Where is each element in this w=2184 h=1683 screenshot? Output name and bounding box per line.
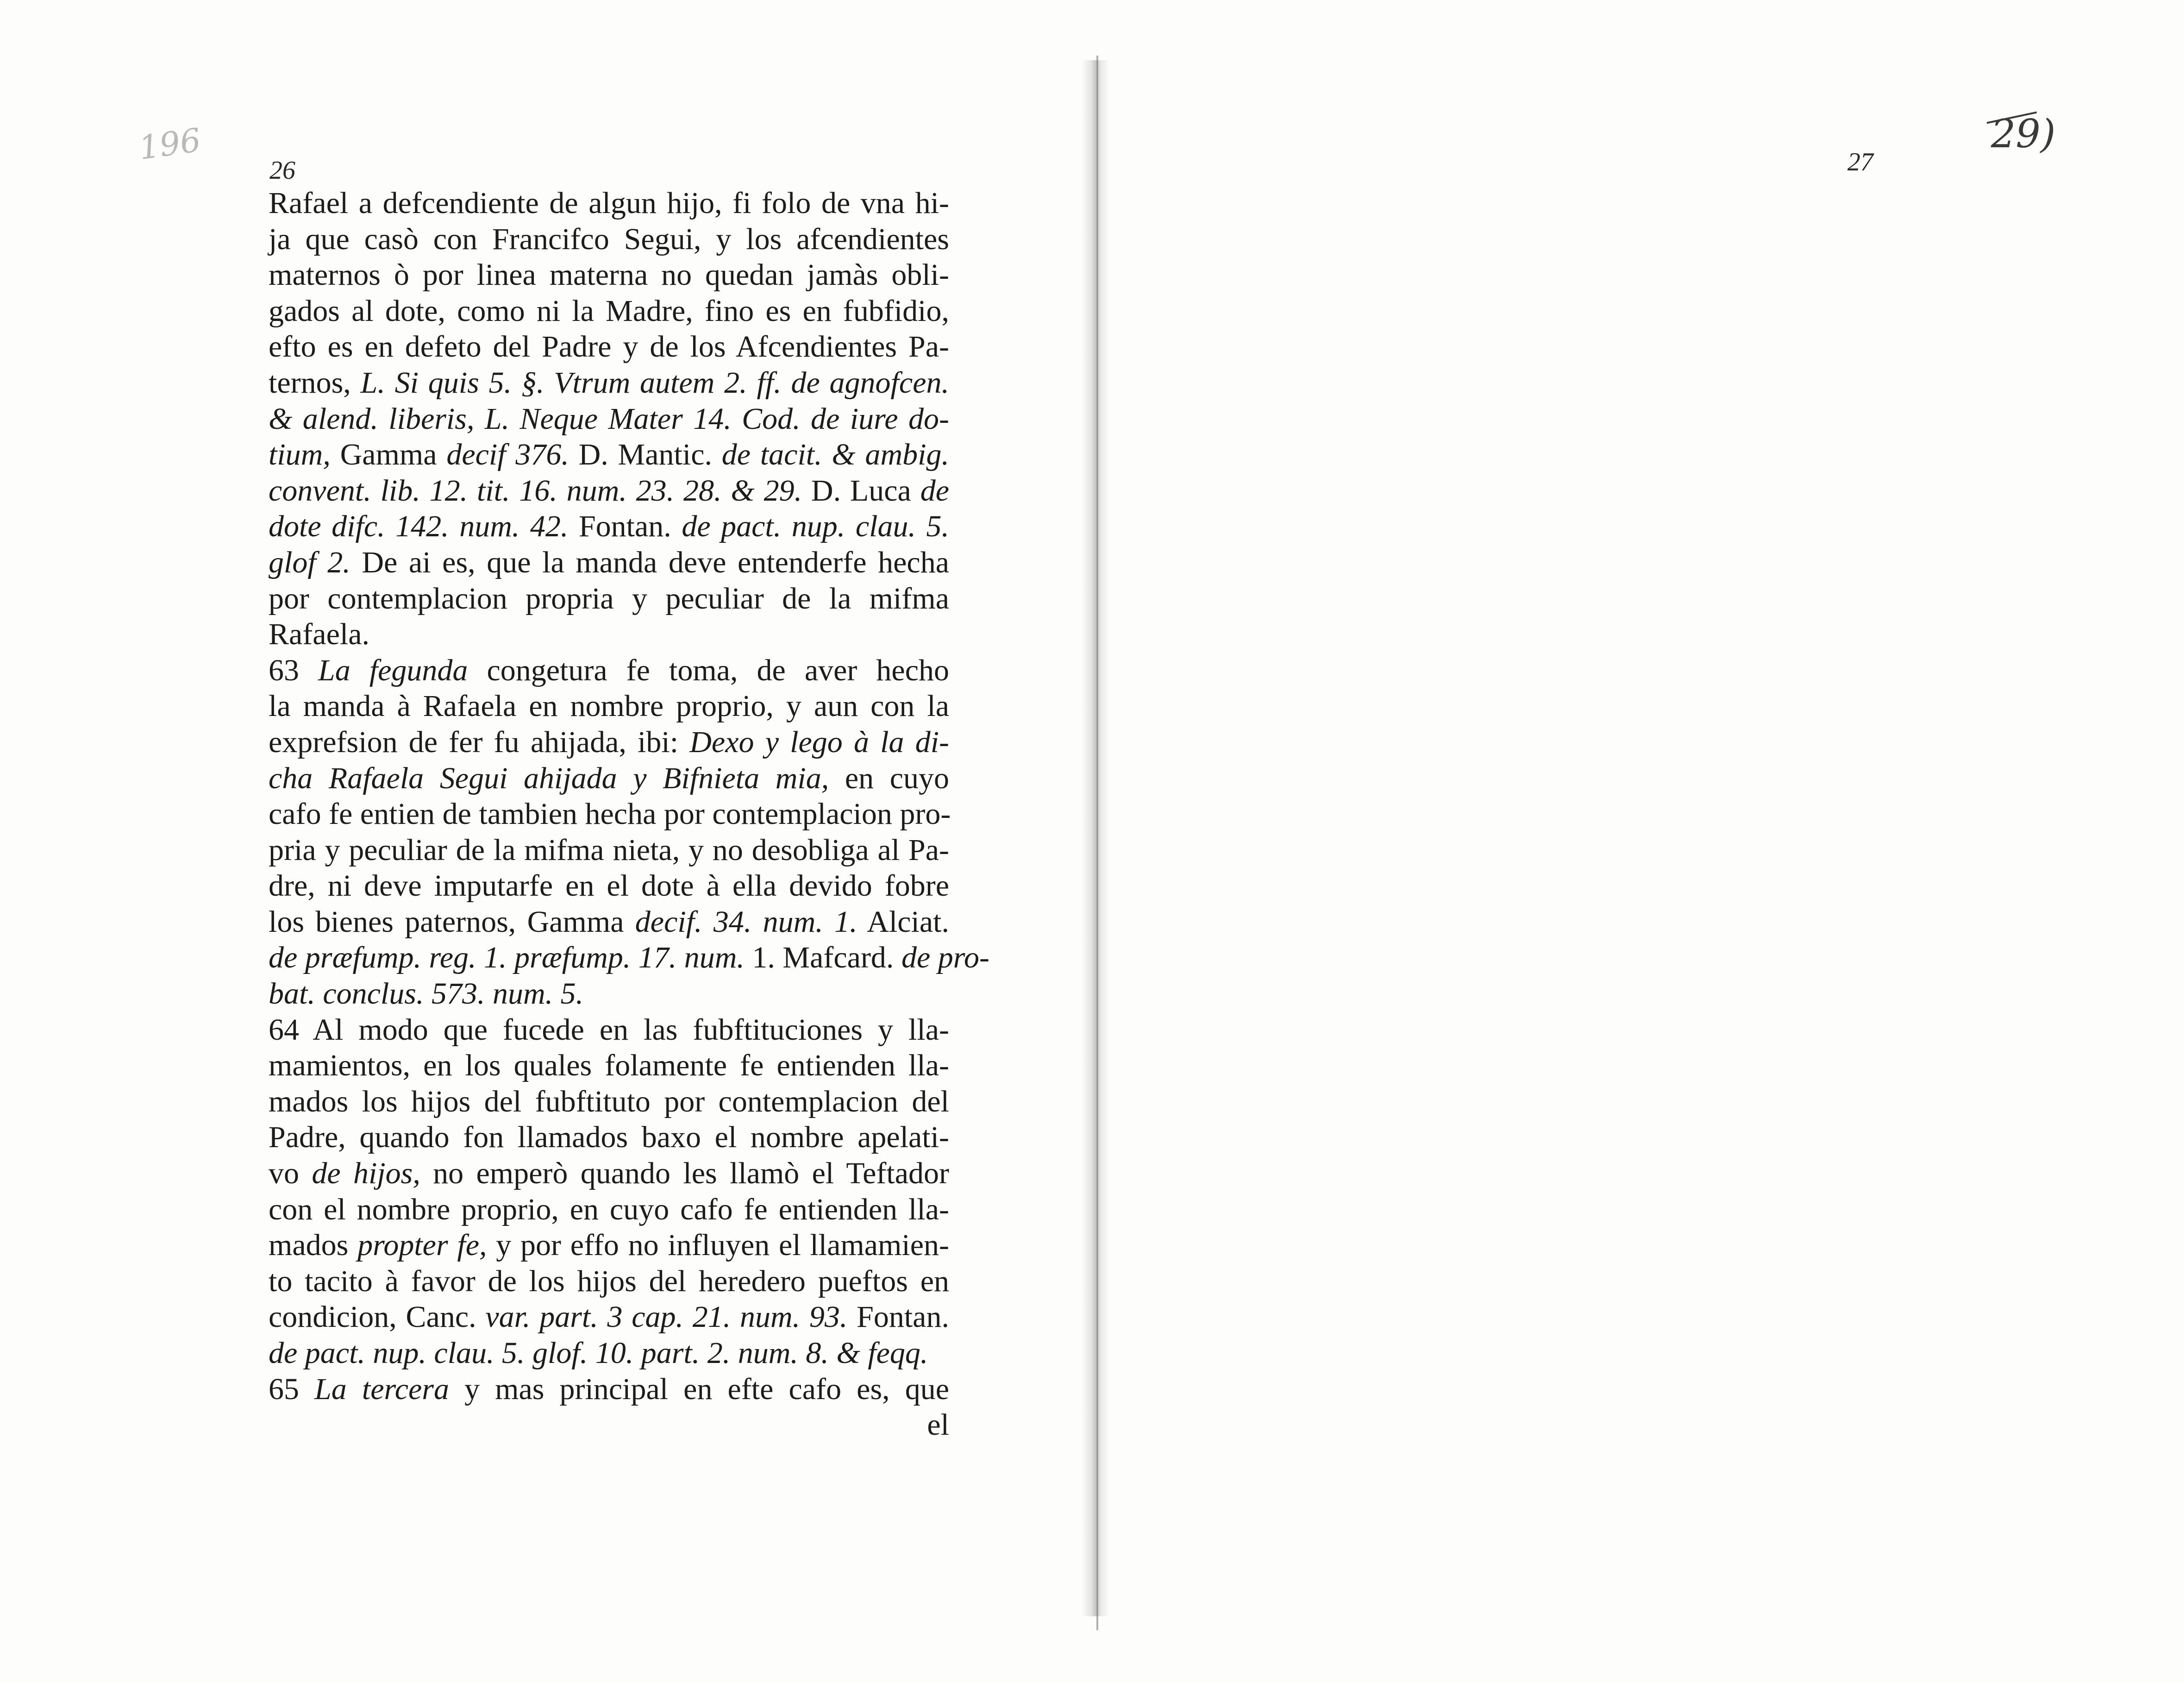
text-line bbox=[269, 868, 949, 904]
text-line bbox=[269, 760, 949, 797]
left-page-text bbox=[269, 185, 989, 1443]
italic-segment: decif. 34. num. 1. bbox=[635, 904, 857, 939]
text-line bbox=[269, 940, 989, 976]
text-line bbox=[269, 293, 949, 329]
text-segment: 65 bbox=[269, 1372, 315, 1406]
text-segment: pria y peculiar de la mifma nieta, y no desobliga al Pa- bbox=[269, 833, 949, 867]
page-gutter-fold bbox=[1096, 56, 1098, 1630]
text-line bbox=[269, 401, 949, 437]
text-segment: D. Luca bbox=[802, 473, 920, 508]
italic-segment: La fegunda bbox=[318, 653, 468, 687]
italic-segment: de pact. nup. clau. 5. bbox=[682, 509, 949, 544]
text-segment: no emperò quando les llamò el Teftador bbox=[420, 1156, 949, 1191]
text-segment: por contemplacion propria y peculiar de la mifma bbox=[269, 581, 949, 615]
text-line bbox=[269, 221, 949, 257]
text-segment: y por effo no influyen el llamamien- bbox=[487, 1228, 949, 1262]
text-segment: Fontan. bbox=[568, 509, 682, 544]
text-segment: ja que casò con Francifco Segui, y los afcendientes bbox=[269, 222, 949, 256]
text-segment: el bbox=[927, 1408, 949, 1442]
italic-segment: dote difc. 142. num. 42. bbox=[269, 509, 569, 544]
text-line bbox=[269, 1263, 949, 1300]
text-line bbox=[269, 257, 949, 293]
italic-segment: convent. lib. 12. tit. 16. num. 23. 28. & 29. bbox=[269, 473, 802, 508]
text-line bbox=[269, 1084, 949, 1120]
text-line bbox=[269, 796, 949, 832]
margin-annotation-left: 196 bbox=[136, 121, 203, 167]
italic-segment: glof 2. bbox=[269, 545, 350, 579]
text-segment: maternos ò por linea materna no quedan jamàs obli- bbox=[269, 258, 949, 292]
text-line bbox=[269, 616, 949, 653]
text-line bbox=[269, 653, 949, 689]
text-line bbox=[269, 1335, 949, 1371]
text-line bbox=[269, 1299, 949, 1335]
text-segment: cafo fe entien de tambien hecha por contemplacion pro- bbox=[269, 797, 951, 831]
text-line bbox=[269, 832, 949, 868]
text-segment: Alciat. bbox=[857, 904, 949, 939]
text-segment: 64 Al modo que fucede en las fubftituciones y lla- bbox=[269, 1012, 949, 1047]
text-line bbox=[269, 688, 949, 724]
text-line bbox=[269, 1048, 949, 1084]
left-page-number: 26 bbox=[269, 156, 295, 185]
text-line bbox=[269, 1227, 949, 1263]
italic-segment: de hijos, bbox=[312, 1156, 420, 1191]
italic-segment: La tercera bbox=[314, 1372, 449, 1406]
text-segment: Rafaela. bbox=[269, 617, 370, 652]
text-segment: congetura fe toma, de aver hecho bbox=[468, 653, 950, 687]
text-segment: los bienes paternos, Gamma bbox=[269, 904, 635, 939]
text-segment: y mas principal en efte cafo es, que bbox=[449, 1372, 949, 1406]
text-segment: dre, ni deve imputarfe en el dote à ella devido fobre bbox=[269, 869, 949, 903]
text-segment: to tacito à favor de los hijos del heredero pueftos en bbox=[269, 1264, 949, 1298]
right-page-number: 27 bbox=[1847, 148, 1873, 176]
text-line bbox=[269, 365, 949, 401]
text-segment: Padre, quando fon llamados baxo el nombre apelati- bbox=[269, 1120, 949, 1155]
italic-segment: propter fe, bbox=[357, 1228, 487, 1262]
italic-segment: L. Si quis 5. §. Vtrum autem 2. ff. de agnofcen. bbox=[360, 365, 949, 400]
right-page bbox=[1102, 0, 2184, 1683]
text-line bbox=[269, 1407, 949, 1443]
text-segment: gados al dote, como ni la Madre, fino es en fubfidio, bbox=[269, 294, 949, 328]
text-line bbox=[269, 1192, 949, 1228]
italic-segment: de pro- bbox=[901, 941, 989, 975]
text-line bbox=[269, 1119, 949, 1155]
text-segment: mamientos, en los quales folamente fe entienden lla- bbox=[269, 1049, 949, 1083]
italic-segment: cha Rafaela Segui ahijada y Bifnieta mia, bbox=[269, 761, 829, 795]
text-segment: exprefsion de fer fu ahijada, ibi: bbox=[269, 725, 690, 759]
italic-segment: de præfump. reg. 1. præfump. 17. num. bbox=[269, 941, 745, 975]
italic-segment: Dexo y lego à la di- bbox=[689, 725, 950, 759]
italic-segment: de tacit. & ambig. bbox=[721, 438, 950, 472]
text-line bbox=[269, 545, 949, 581]
text-segment: vo bbox=[269, 1156, 312, 1191]
text-segment: 1. Mafcard. bbox=[744, 941, 901, 975]
text-segment: con el nombre proprio, en cuyo cafo fe entienden lla- bbox=[269, 1192, 949, 1226]
text-segment: Fontan. bbox=[847, 1300, 949, 1334]
text-segment: Gamma bbox=[330, 438, 447, 472]
text-segment: la manda à Rafaela en nombre proprio, y aun con la bbox=[269, 689, 949, 723]
italic-segment: de pact. nup. clau. 5. glof. 10. part. 2. num. 8. & feqq. bbox=[269, 1336, 928, 1370]
text-segment: efto es en defeto del Padre y de los Afcendientes Pa- bbox=[269, 330, 949, 364]
margin-annotation-right: 29) bbox=[1991, 111, 2056, 157]
text-segment: mados bbox=[269, 1228, 358, 1262]
italic-segment: bat. conclus. 573. num. 5. bbox=[269, 977, 584, 1011]
italic-segment: var. part. 3 cap. 21. num. 93. bbox=[485, 1300, 848, 1334]
text-line bbox=[269, 437, 949, 473]
text-line bbox=[269, 185, 949, 221]
text-segment: D. Mantic. bbox=[569, 438, 722, 472]
text-segment: condicion, Canc. bbox=[269, 1300, 486, 1334]
text-line bbox=[269, 1012, 949, 1048]
text-line bbox=[269, 329, 949, 365]
italic-segment: & alend. liberis, L. Neque Mater 14. Cod. de iure do- bbox=[269, 402, 949, 436]
text-line bbox=[269, 976, 949, 1012]
text-segment: ternos, bbox=[269, 365, 361, 400]
text-segment: Rafael a defcendiente de algun hijo, fi folo de vna hi- bbox=[269, 186, 949, 220]
italic-segment: tium, bbox=[269, 438, 331, 472]
text-segment: De ai es, que la manda deve entenderfe hecha bbox=[350, 545, 949, 579]
text-line bbox=[269, 904, 949, 940]
text-line bbox=[269, 473, 949, 509]
italic-segment: decif 376. bbox=[446, 438, 569, 472]
text-line bbox=[269, 1371, 949, 1407]
text-segment: mados los hijos del fubftituto por contemplacion del bbox=[269, 1084, 949, 1118]
text-line bbox=[269, 724, 949, 760]
text-segment: en cuyo bbox=[829, 761, 949, 795]
italic-segment: de bbox=[920, 473, 949, 508]
text-line bbox=[269, 509, 949, 545]
text-line bbox=[269, 1155, 949, 1192]
text-line bbox=[269, 581, 949, 617]
text-segment: 63 bbox=[269, 653, 319, 687]
